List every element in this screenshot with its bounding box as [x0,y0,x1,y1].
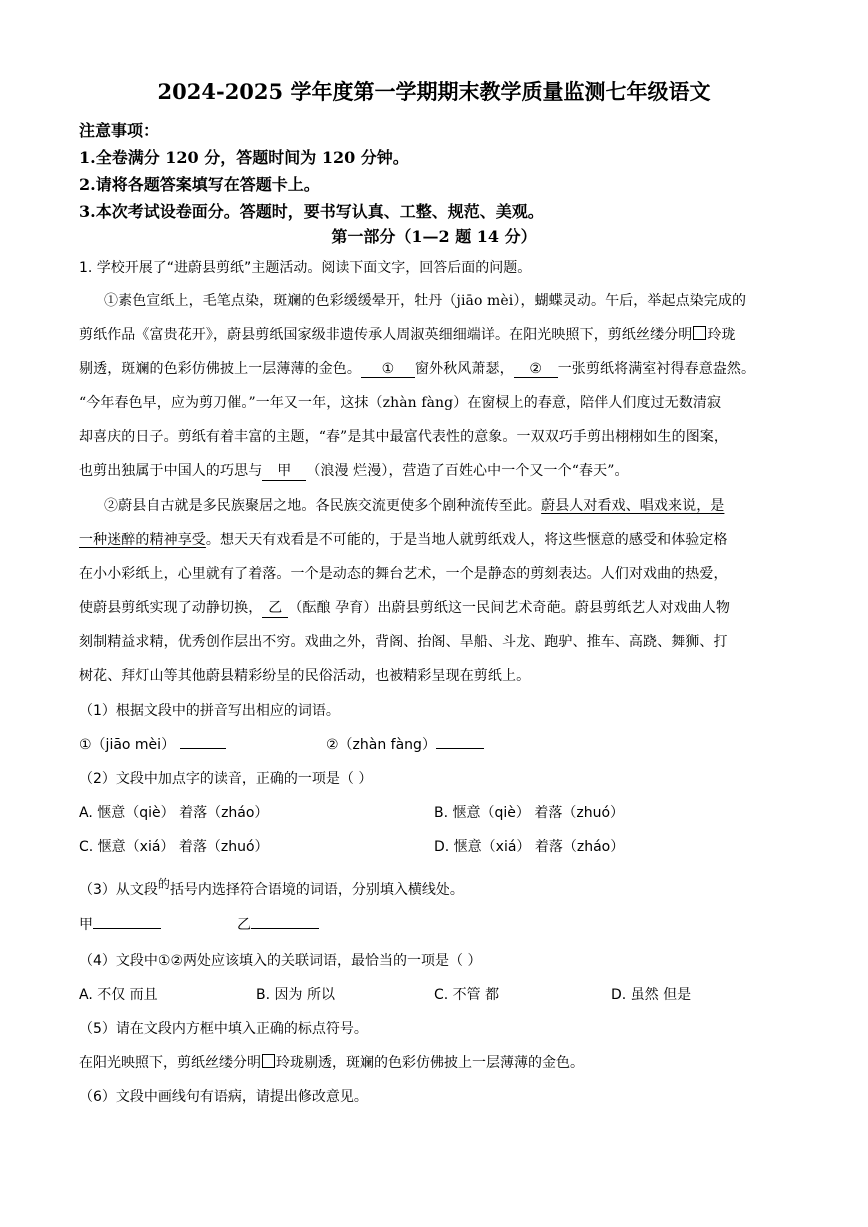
blank-2: ② [514,361,558,378]
answer-item: 乙 [237,914,319,934]
notice-item: 3.本次考试设卷面分。答题时，要书写认真、工整、规范、美观。 [79,202,544,221]
passage-line: 在小小彩纸上，心里就有了着落。一个是动态的舞台艺术，一个是静态的剪刻表达。人们对戏曲的热爱， [79,566,728,582]
option-b: B. 惬意（qiè） 着落（zhuó） [434,805,625,821]
passage-line: 使蔚县剪纸实现了动静切换， 乙 （酝酿 孕育）出蔚县剪纸这一民间艺术奇葩。蔚县剪纸艺人对戏曲人物 [79,597,730,618]
option-c: C. 不管 都 [434,987,500,1003]
option-c: C. 惬意（xiá） 着落（zhuó） [79,839,269,855]
question-1-intro: 1. 学校开展了“进蔚县剪纸”主题活动。阅读下面文字，回答后面的问题。 [79,260,532,276]
notice-item: 2.请将各题答案填写在答题卡上。 [79,175,320,194]
sub-question-1: （1）根据文段中的拼音写出相应的词语。 [79,703,340,719]
answer-item: 甲 [79,914,161,934]
option-b: B. 因为 所以 [256,987,335,1003]
option-d: D. 惬意（xiá） 着落（zháo） [434,839,625,855]
passage-line: “今年春色早，应为剪刀催。”一年又一年，这抹（zhàn fàng）在窗棂上的春意，陪伴人们度过无数清寂 [79,395,722,411]
sub-question-2: （2）文段中加点字的读音，正确的一项是（ ） [79,771,373,787]
answer-item: ②（zhàn fàng） [326,734,484,754]
sub-question-5: （5）请在文段内方框中填入正确的标点符号。 [79,1021,368,1037]
blank-1: ① [361,361,415,378]
option-d: D. 虽然 但是 [611,987,692,1003]
underlined-sentence: 蔚县人对看戏、唱戏来说，是 [541,498,725,514]
sub-question-4: （4）文段中①②两处应该填入的关联词语，最恰当的一项是（ ） [79,953,482,969]
option-a: A. 不仅 而且 [79,987,158,1003]
answer-blank [180,748,226,749]
sub-question-3: （3）从文段的括号内选择符合语境的词语，分别填入横线处。 [79,877,464,898]
notice-item: 1.全卷满分 120 分，答题时间为 120 分钟。 [79,148,409,167]
answer-blank [436,748,484,749]
punctuation-box [693,326,706,340]
answer-blank [251,928,319,929]
passage-line: 剪纸作品《富贵花开》，蔚县剪纸国家级非遗传承人周淑英细细端详。在阳光映照下，剪纸丝缕分明 玲珑 [79,327,736,343]
section-title: 第一部分（1—2 题 14 分） [331,227,537,246]
notice-heading: 注意事项： [79,121,160,140]
passage-line: 却喜庆的日子。剪纸有着丰富的主题，“春”是其中最富代表性的意象。一双双巧手剪出栩栩如生的图案， [79,429,729,445]
answer-blank [93,928,161,929]
punctuation-box [262,1054,275,1068]
passage-line: ①素色宣纸上，毛笔点染，斑斓的色彩缓缓晕开，牡丹（jiāo mèi），蝴蝶灵动。午后，举起点染完成的 [104,293,747,309]
passage-line: 刻制精益求精，优秀创作层出不穷。戏曲之外，背阁、抬阁、旱船、斗龙、跑驴、推车、高跷、舞狮、打 [79,634,728,650]
blank-jia: 甲 [262,460,306,481]
sub-question-6: （6）文段中画线句有语病，请提出修改意见。 [79,1089,368,1105]
underlined-sentence: 一种迷醉的精神享受 [79,532,206,548]
passage-line: 树花、拜灯山等其他蔚县精彩纷呈的民俗活动，也被精彩呈现在剪纸上。 [79,668,531,684]
passage-line: 也剪出独属于中国人的巧思与 甲 （浪漫 烂漫），营造了百姓心中一个又一个“春天”。 [79,460,629,481]
page-title: 2024-2025 学年度第一学期期末教学质量监测七年级语文 [157,79,711,104]
answer-item: ①（jiāo mèi） [79,734,226,754]
passage-line: 剔透，斑斓的色彩仿佛披上一层薄薄的金色。 ① 窗外秋风萧瑟， ② 一张剪纸将满室衬得春意盎然。 [79,361,756,377]
sentence-with-box: 在阳光映照下，剪纸丝缕分明 玲珑剔透，斑斓的色彩仿佛披上一层薄薄的金色。 [79,1055,584,1071]
passage-line: 一种迷醉的精神享受。想天天有戏看是不可能的，于是当地人就剪纸戏人，将这些惬意的感受和体验定格 [79,532,728,548]
blank-yi: 乙 [262,597,288,618]
option-a: A. 惬意（qiè） 着落（zháo） [79,805,269,821]
passage-line: ②蔚县自古就是多民族聚居之地。各民族交流更使多个剧种流传至此。蔚县人对看戏、唱戏来说，是 [104,498,725,514]
